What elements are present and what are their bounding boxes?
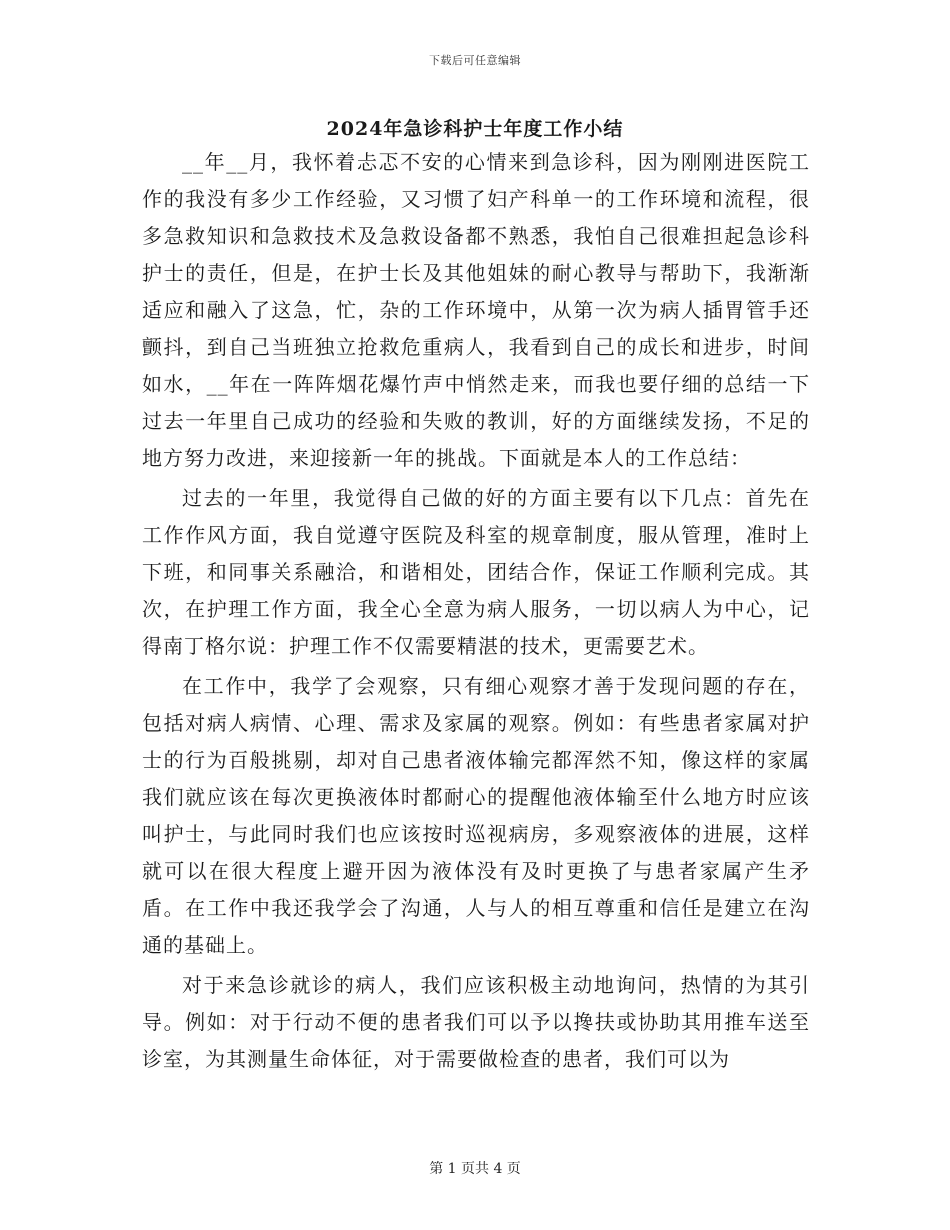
paragraph-2: 过去的一年里，我觉得自己做的好的方面主要有以下几点：首先在工作作风方面，我自觉遵守医院及科室的规章制度，服从管理，准时上下班，和同事关系融洽，和谐相处，团结合作，保证工作顺利完成。其次，在护理工作方面，我全心全意为病人服务，一切以病人为中心，记得南丁格尔说：护理工作不仅需要精湛的技术，更需要艺术。 [142,486,810,658]
paragraph-3: 在工作中，我学了会观察，只有细心观察才善于发现问题的存在，包括对病人病情、心理、需求及家属的观察。例如：有些患者家属对护士的行为百般挑剔，却对自己患者液体输完都浑然不知，像这样的家属我们就应该在每次更换液体时都耐心的提醒他液体输至什么地方时应该叫护士，与此同时我们也应该按时巡视病房，多观察液体的进展，这样就可以在很大程度上避开因为液体没有及时更换了与患者家属产生矛盾。在工作中我还我学会了沟通，人与人的相互尊重和信任是建立在沟通的基础上。 [142,674,810,957]
page-header: 下载后可任意编辑 [429,54,521,67]
paragraph-4: 对于来急诊就诊的病人，我们应该积极主动地询问，热情的为其引导。例如：对于行动不便的患者我们可以予以搀扶或协助其用推车送至诊室，为其测量生命体征，对于需要做检查的患者，我们可以为 [142,973,810,1071]
document-title: 2024年急诊科护士年度工作小结 [326,118,624,140]
page-number-footer: 第 1 页共 4 页 [429,1161,521,1177]
document-body [142,144,810,1078]
paragraph-1: __年__月，我怀着忐忑不安的心情来到急诊科，因为刚刚进医院工作的我没有多少工作经验，又习惯了妇产科单一的工作环境和流程，很多急救知识和急救技术及急救设备都不熟悉，我怕自己很难担起急诊科护士的责任，但是，在护士长及其他姐妹的耐心教导与帮助下，我渐渐适应和融入了这急，忙，杂的工作环境中，从第一次为病人插胃管手还颤抖，到自己当班独立抢救危重病人，我看到自己的成长和进步，时间如水，__年在一阵阵烟花爆竹声中悄然走来，而我也要仔细的总结一下过去一年里自己成功的经验和失败的教训，好的方面继续发扬，不足的地方努力改进，来迎接新一年的挑战。下面就是本人的工作总结： [142,150,810,470]
